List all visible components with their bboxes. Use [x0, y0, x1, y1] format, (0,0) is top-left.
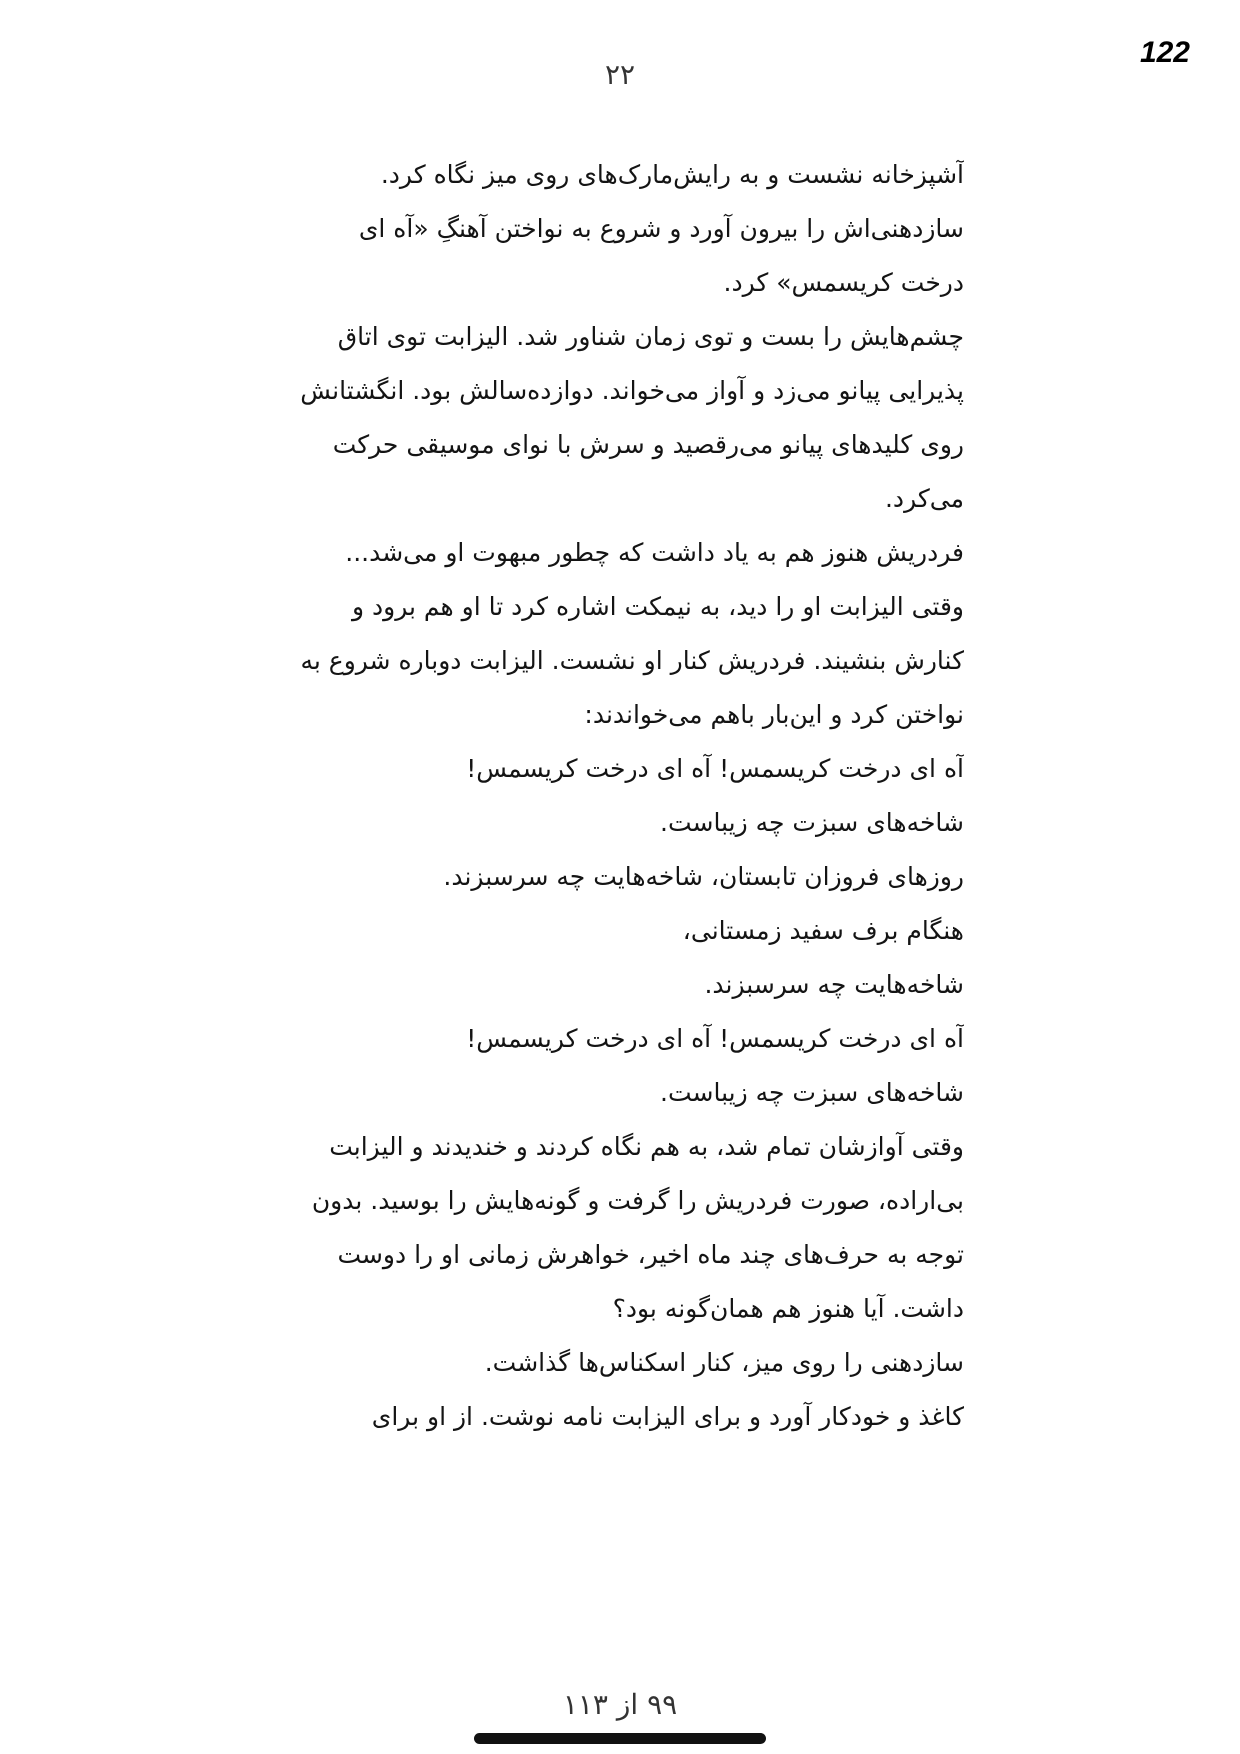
- text-line: نواختن کرد و این‌بار باهم می‌خواندند:: [584, 700, 964, 729]
- text-line: کاغذ و خودکار آورد و برای الیزابت نامه نوشت. از او برای: [371, 1402, 964, 1431]
- scan-page-number: 122: [1139, 36, 1190, 69]
- text-line: آشپزخانه نشست و به رایش‌مارک‌های روی میز نگاه کرد.: [380, 160, 964, 189]
- page-indicator: ۹۹ از ۱۱۳: [562, 1688, 678, 1721]
- song-line: شاخه‌های سبزت چه زیباست.: [660, 1078, 964, 1107]
- text-line: پذیرایی پیانو می‌زد و آواز می‌خواند. دوازده‌سالش بود. انگشتانش: [300, 376, 964, 405]
- song-line: شاخه‌هایت چه سرسبزند.: [704, 970, 964, 999]
- song-line: آه ای درخت کریسمس! آه ای درخت کریسمس!: [466, 754, 964, 783]
- text-line: داشت. آیا هنوز هم همان‌گونه بود؟: [612, 1294, 964, 1323]
- text-line: چشم‌هایش را بست و توی زمان شناور شد. الیزابت توی اتاق: [337, 322, 964, 351]
- text-line: وقتی الیزابت او را دید، به نیمکت اشاره کرد تا او هم برود و: [351, 592, 964, 621]
- chapter-number: ۲۲: [604, 58, 636, 91]
- home-indicator-bar[interactable]: [474, 1733, 766, 1744]
- song-line: آه ای درخت کریسمس! آه ای درخت کریسمس!: [466, 1024, 964, 1053]
- text-line: سازدهنی‌اش را بیرون آورد و شروع به نواختن آهنگِ «آه ای: [358, 214, 964, 243]
- song-line: شاخه‌های سبزت چه زیباست.: [660, 808, 964, 837]
- song-line: هنگام برف سفید زمستانی،: [682, 916, 964, 945]
- text-line: می‌کرد.: [884, 484, 964, 513]
- text-line: روی کلیدهای پیانو می‌رقصید و سرش با نوای موسیقی حرکت: [332, 430, 964, 459]
- text-line: توجه به حرف‌های چند ماه اخیر، خواهرش زمانی او را دوست: [337, 1240, 964, 1269]
- text-line: درخت کریسمس» کرد.: [723, 268, 964, 297]
- text-line: کنارش بنشیند. فردریش کنار او نشست. الیزابت دوباره شروع به: [300, 646, 964, 675]
- text-line: فردریش هنوز هم به یاد داشت که چطور مبهوت او می‌شد...: [345, 538, 964, 567]
- song-line: روزهای فروزان تابستان، شاخه‌هایت چه سرسبزند.: [443, 862, 964, 891]
- text-line: سازدهنی را روی میز، کنار اسکناس‌ها گذاشت.: [484, 1348, 964, 1377]
- text-line: بی‌اراده، صورت فردریش را گرفت و گونه‌هایش را بوسید. بدون: [311, 1186, 964, 1215]
- text-line: وقتی آوازشان تمام شد، به هم نگاه کردند و خندیدند و الیزابت: [329, 1132, 964, 1161]
- page-body-text: [276, 148, 964, 1444]
